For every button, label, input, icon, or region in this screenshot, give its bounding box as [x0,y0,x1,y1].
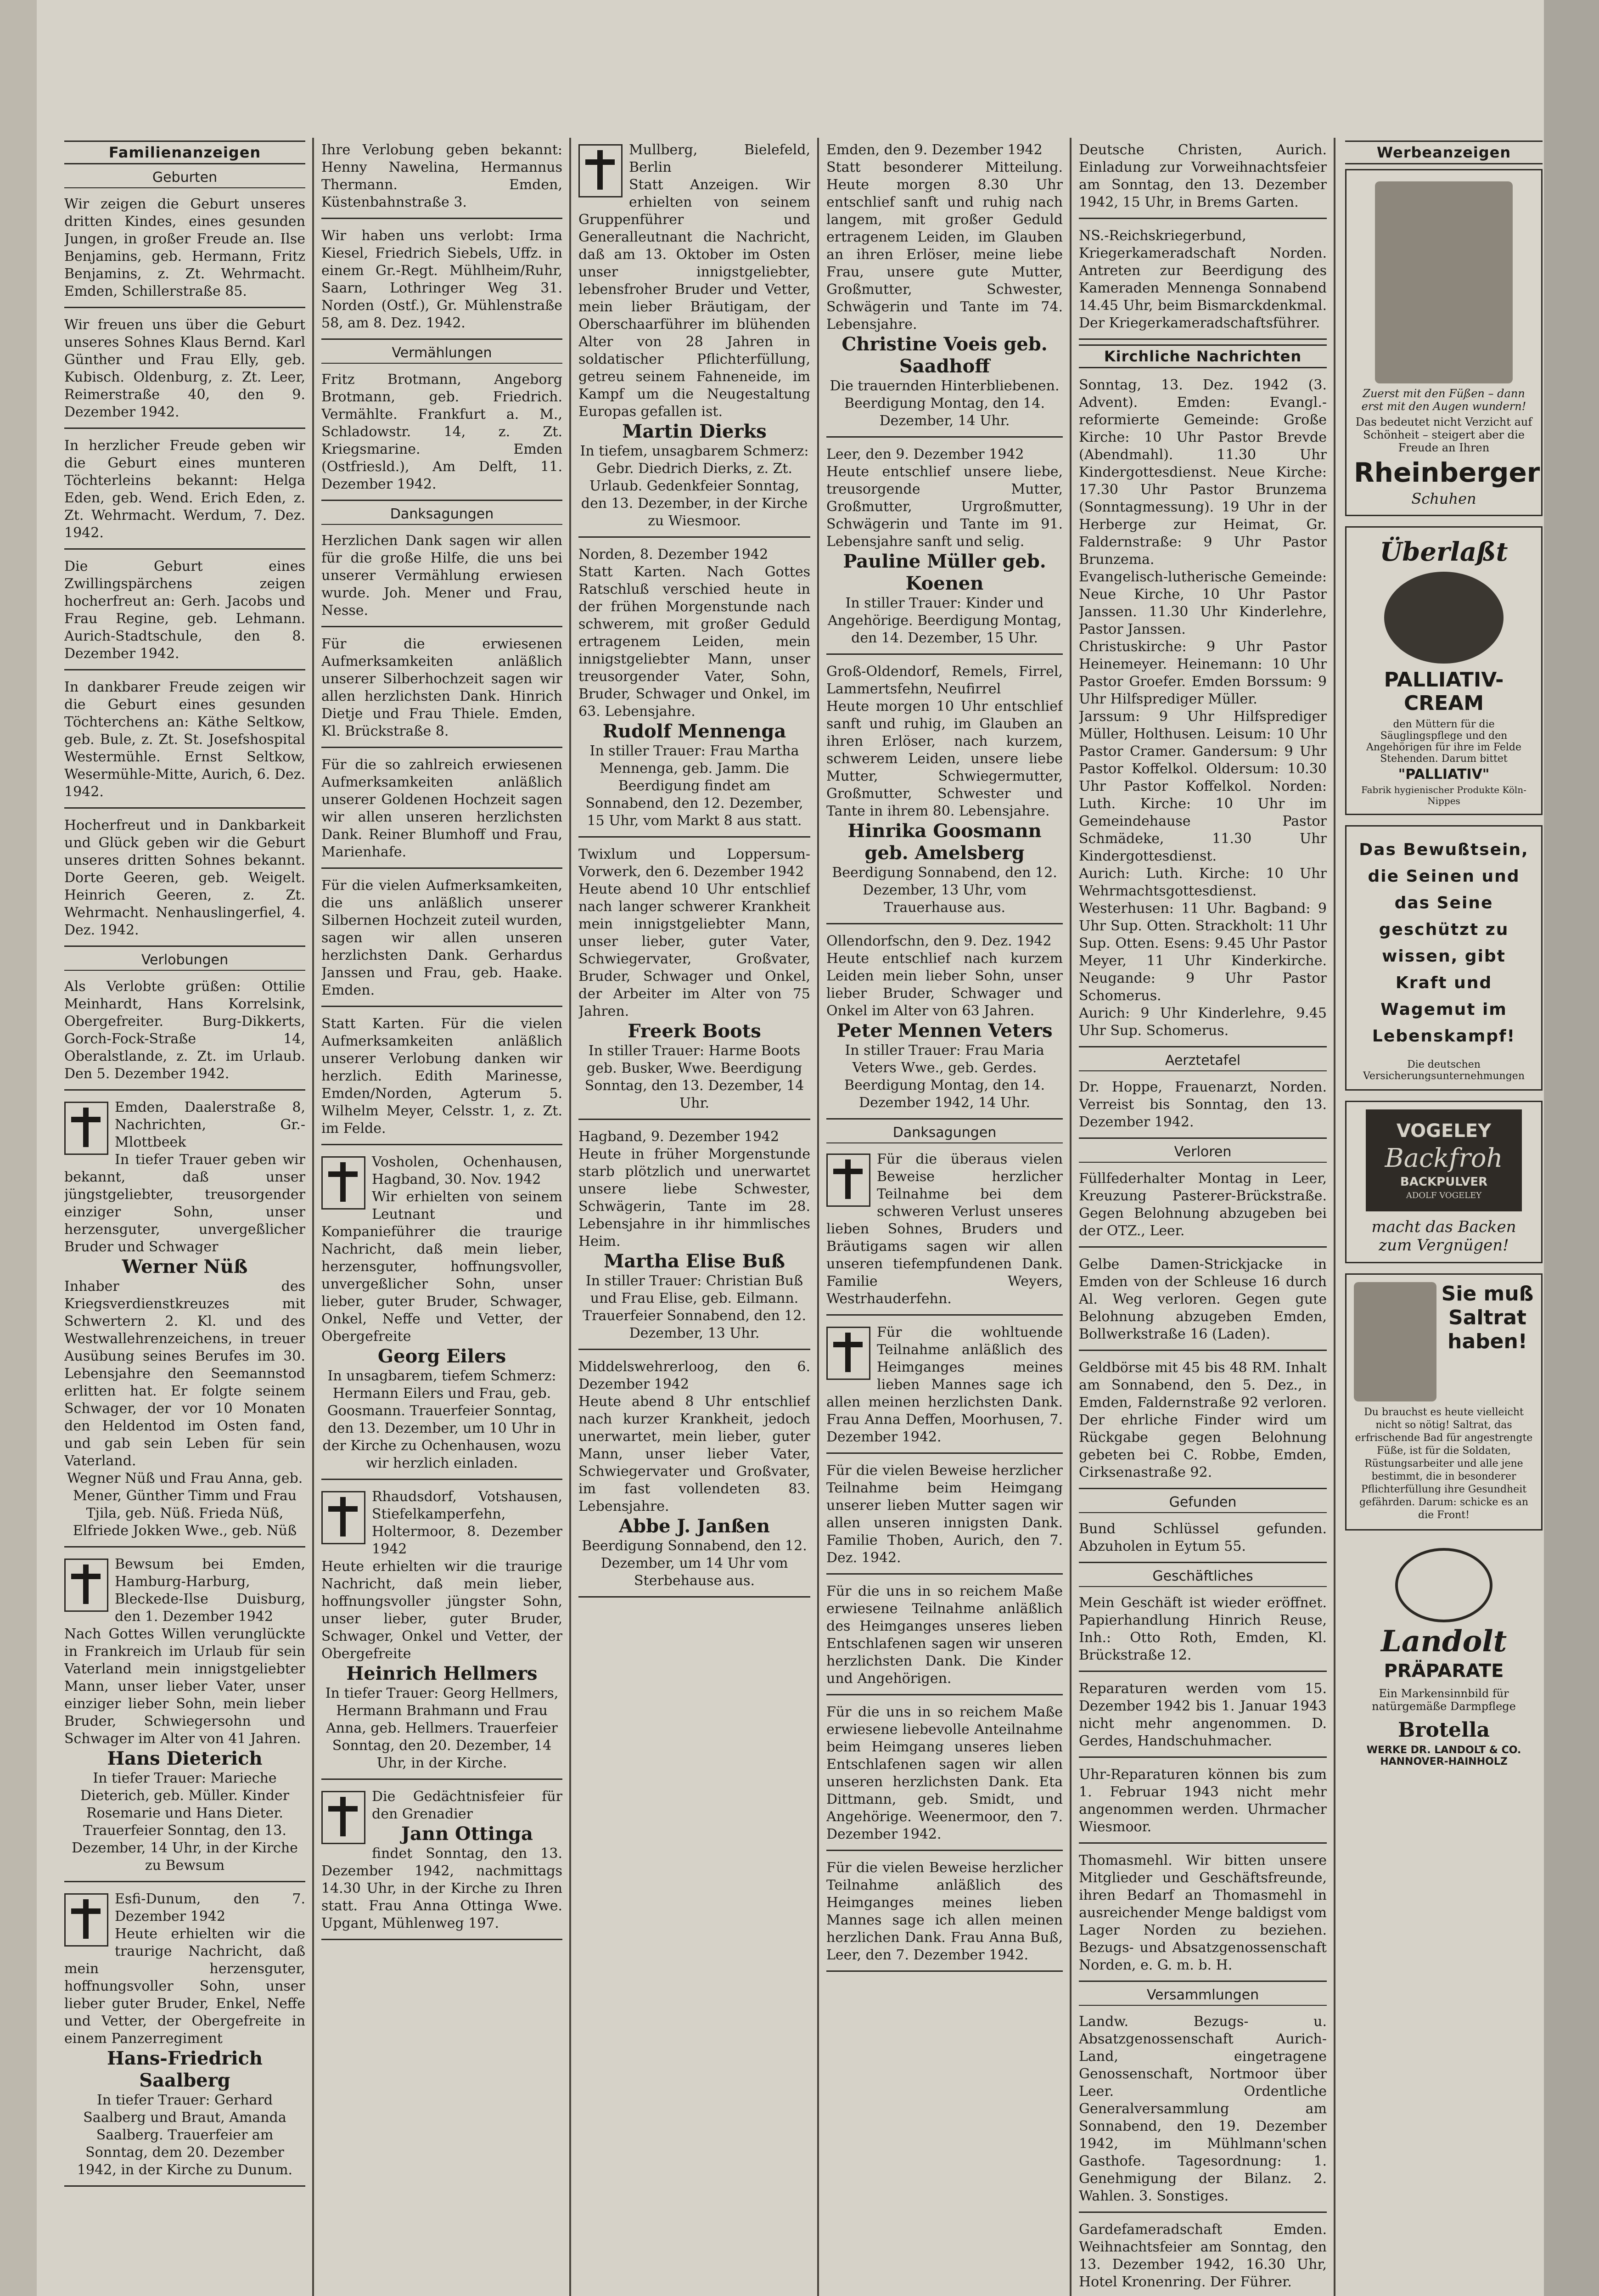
deceased-name: Freerk Boots [628,1020,761,1042]
column-5 [1079,138,1327,2296]
thanks-notice: Für die vielen Beweise herzlicher Teilnahme beim Heimgang unserer lieben Mutter sagen wir allen unseren innigsten Dank. Familie Thoben, Aurich, den 7. Dez. 1942. [826,1458,1063,1575]
deceased-name: Hans Dieterich [107,1748,263,1769]
found-notice: Bund Schlüssel gefunden. Abzuholen in Eytum 55. [1079,1517,1327,1563]
thanks-notice: Für die erwiesenen Aufmerksamkeiten anläßlich unserer Silberhochzeit sagen wir allen herzlichsten Dank. Hinrich Dietje und Frau Thiele. Emden, Kl. Brückstraße 8. [321,632,562,748]
business-notice: Mein Geschäft ist wieder eröffnet. Papierhandlung Hinrich Reuse, Inh.: Otto Roth, Emden, Kl. Brückstraße 12. [1079,1591,1327,1672]
iron-cross-icon [826,1154,870,1207]
engagement-notice: Wir haben uns verlobt: Irma Kiesel, Friedrich Siebels, Uffz. in einem Gr.-Regt. Mühlheim/Ruhr, Saarn, Lothringer Weg 31. Norden (Ostf.), Gr. Mühlenstraße 58, am 8. Dez. 1942. [321,224,562,340]
section-births: Geburten [64,169,305,188]
binding-gutter [0,0,37,2296]
deceased-name: Pauline Müller geb. Koenen [843,551,1046,594]
birth-notice: In dankbarer Freude zeigen wir die Geburt eines gesunden Töchterchens an: Käthe Seltkow, geb. Bule, z. Zt. St. Josefshospital Westermühle. Ernst Seltkow, Wesermühle-Mitte, Aurich, 6. Dez. 1942. [64,675,305,809]
business-notice: Reparaturen werden vom 15. Dezember 1942 bis 1. Januar 1943 nicht mehr angenommen. D. Gerdes, Handschuhmacher. [1079,1677,1327,1758]
section-engagements: Verlobungen [64,951,305,971]
death-notice: Twixlum und Loppersum-Vorwerk, den 6. Dezember 1942 Heute abend 10 Uhr entschlief nach langer schwerer Krankheit mein innigstgeliebter Mann, unser lieber, guter Vater, Schwiegervater, Großvater, Bruder, Schwager und Onkel, der Arbeiter im Alter von 75 Jahren. Freerk Boots In stiller Trauer: Harme Boots geb. Busker, Wwe. Beerdigung Sonntag, den 13. Dezember, 14 Uhr. [578,842,810,1120]
death-notice: Leer, den 9. Dezember 1942 Heute entschlief unsere liebe, treusorgende Mutter, Großmutter, Urgroßmutter, Schwägerin und Tante im 91. Lebensjahre sanft und selig. Pauline Müller geb. Koenen In stiller Trauer: Kinder und Angehörige. Beerdigung Montag, den 14. Dezember, 15 Uhr. [826,442,1063,655]
ad-palliativ: Überlaßt PALLIATIV-CREAM den Müttern für die Säuglingspflege und den Angehörigen für ihre im Felde Stehenden. Darum bittet "PALLIATIV" Fabrik hygienischer Produkte Köln-Nippes [1345,526,1543,815]
iron-cross-icon [321,1156,365,1210]
thanks-notice: Für die uns in so reichem Maße erwiesene Teilnahme anläßlich des Heimganges unseres lieben Entschlafenen sagen wir unseren herzlichsten Dank. Die Kinder und Angehörigen. [826,1579,1063,1695]
column-rule [312,138,314,2296]
birth-notice: Wir zeigen die Geburt unseres dritten Kindes, eines gesunden Jungen, in großer Freude an. Ilse Benjamins, geb. Hermann, Fritz Benjamins, z. Zt. Wehrmacht. Emden, Schillerstraße 85. [64,192,305,308]
club-notice: NS.-Reichskriegerbund, Kriegerkameradschaft Norden. Antreten zur Beerdigung des Kameraden Mennenga Sonnabend 14.45 Uhr, beim Bismarckdenkmal. Der Kriegerkameradschaftsführer. [1079,224,1327,340]
page-edge [1544,0,1599,2296]
meeting-notice: Gardefameradschaft Emden. Weihnachtsfeier am Sonntag, den 13. Dezember 1942, 16.30 Uhr, Hotel Kronenring. Der Führer. [1079,2217,1327,2296]
cream-tin-illustration [1384,572,1504,664]
thanks-notice: Für die so zahlreich erwiesenen Aufmerksamkeiten anläßlich unserer Goldenen Hochzeit sagen wir allen unseren herzlichsten Dank. Reiner Blumhoff und Frau, Marienhafe. [321,753,562,869]
deceased-name: Peter Mennen Veters [836,1020,1053,1041]
thanks-notice: Für die uns in so reichem Maße erwiesene liebevolle Anteilnahme beim Heimgang unseres lieben Entschlafenen sagen wir allen unseren herzlichsten Dank. Eta Dittmann, geb. Smidt, und Angehörige. Weenermoor, den 7. Dezember 1942. [826,1700,1063,1851]
deceased-name: Rudolf Mennenga [602,720,786,742]
death-notice: Groß-Oldendorf, Remels, Firrel, Lammertsfehn, Neufirrel Heute morgen 10 Uhr entschlief sanft und ruhig, im Glauben an ihren Erlöser, nach kurzem, schwerem Leiden, unsere liebe Mutter, Schwiegermutter, Großmutter, Schwester und Tante in ihrem 80. Lebensjahre. Hinrika Goosmann geb. Amelsberg Beerdigung Sonnabend, den 12. Dezember, 13 Uhr, vom Trauerhause aus. [826,659,1063,924]
thanks-notice: Herzlichen Dank sagen wir allen für die große Hilfe, die uns bei unserer Vermählung erwiesen wurde. Joh. Mener und Frau, Nesse. [321,529,562,627]
business-notice: Uhr-Reparaturen können bis zum 1. Februar 1943 nicht mehr angenommen werden. Uhrmacher Wiesmoor. [1079,1762,1327,1844]
engagement-notice: Ihre Verlobung geben bekannt: Henny Nawelina, Hermannus Thermann. Emden, Küstenbahnstraße 3. [321,138,562,219]
doctor-notice: Dr. Hoppe, Frauenarzt, Norden. Verreist bis Sonntag, den 13. Dezember 1942. [1079,1075,1327,1139]
column-3 [578,138,810,2296]
section-thanks: Danksagungen [321,506,562,525]
deceased-name: Georg Eilers [377,1345,506,1367]
deceased-name: Hinrika Goosmann geb. Amelsberg [847,820,1042,864]
section-weddings: Vermählungen [321,344,562,364]
iron-cross-icon [64,1559,108,1612]
deceased-name: Christine Voeis geb. Saadhoff [842,333,1048,377]
church-schedule: Sonntag, 13. Dez. 1942 (3. Advent). Emden: Evangl.-reformierte Gemeinde: Große Kirche: 10 Uhr Pastor Brevde (Abendmahl). 11.30 Uhr Kindergottesdienst. Neue Kirche: 17.30 Uhr Pastor Brunzema (Sonntagmessung). 19 Uhr in der Herberge zur Heimat, Gr. Faldernstraße: 9 Uhr Pastor Brunzema. Evangelisch-lutherische Gemeinde: Neue Kirche, 10 Uhr Pastor Janssen. 11.30 Uhr Kinderlehre, Pastor Janssen. Christuskirche: 9 Uhr Pastor Heinemeyer. Heinemann: 10 Uhr Pastor Groefer. Emden Borssum: 9 Uhr Hilfsprediger Müller. Jarssum: 9 Uhr Hilfsprediger Müller, Holthusen. Leisum: 10 Uhr Pastor Cramer. Gandersum: 9 Uhr Pastor Koffelkol. Oldersum: 10.30 Uhr Pastor Koffelkol. Norden: Luth. Kirche: 10 Uhr im Gemeindehause Pastor Schmädeke, 11.30 Uhr Kindergottesdienst. Aurich: Luth. Kirche: 10 Uhr Wehrmachtsgottesdienst. Westerhusen: 11 Uhr. Bagband: 9 Uhr Sup. Otten. Strackholt: 11 Uhr Sup. Otten. Esens: 9.45 Uhr Pastor Meyer, 11 Uhr Kinderkirche. Neugande: 9 Uhr Pastor Schomerus. Aurich: 9 Uhr Kinderlehre, 9.45 Uhr Sup. Schomerus. [1079,373,1327,1047]
ad-rheinberger: Zuerst mit den Füßen – dann erst mit den Augen wundern! Das bedeutet nicht Verzicht auf Schönheit – steigert aber die Freude an Ihren Rheinberger Schuhen [1345,169,1543,516]
column-1 [64,138,305,2296]
deceased-name: Martha Elise Buß [604,1250,785,1272]
column-rule [1334,138,1335,2296]
deceased-name: Werner Nüß [122,1256,248,1277]
section-meetings: Versammlungen [1079,1986,1327,2006]
iron-cross-icon [321,1491,365,1544]
iron-cross-icon [64,1102,108,1155]
engagement-notice: Als Verlobte grüßen: Ottilie Meinhardt, Hans Korrelsink, Obergefreiter. Burg-Dikkerts, Gorch-Fock-Straße 14, Oberalstlande, z. Zt. im Urlaub. Den 5. Dezember 1942. [64,974,305,1091]
thanks-notice: Für die wohltuende Teilnahme anläßlich des Heimganges meines lieben Mannes sage ich allen meinen herzlichsten Dank. Frau Anna Deffen, Moorhusen, 7. Dezember 1942. [826,1320,1063,1454]
lost-notice: Füllfederhalter Montag in Leer, Kreuzung Pasterer-Brückstraße. Gegen Belohnung abzugeben bei der OTZ., Leer. [1079,1166,1327,1248]
birth-notice: Wir freuen uns über die Geburt unseres Sohnes Klaus Bernd. Karl Günther und Frau Elly, geb. Kubisch. Oldenburg, z. Zt. Leer, Reimerstraße 40, den 9. Dezember 1942. [64,313,305,429]
iron-cross-icon [64,1893,108,1947]
deceased-name: Martin Dierks [622,421,767,442]
section-found: Gefunden [1079,1494,1327,1513]
section-doctors: Aerztetafel [1079,1052,1327,1071]
section-business: Geschäftliches [1079,1568,1327,1587]
section-thanks: Danksagungen [826,1124,1063,1143]
death-notice: Norden, 8. Dezember 1942 Statt Karten. Nach Gottes Ratschluß verschied heute in der frühen Morgenstunde nach schwerem, mit großer Geduld ertragenem Leiden, mein innigstgeliebter Mann, unser treusorgender Vater, Sohn, Bruder, Schwager und Onkel, im 63. Lebensjahre. Rudolf Mennenga In stiller Trauer: Frau Martha Mennenga, geb. Jamm. Die Beerdigung findet am Sonnabend, den 12. Dezember, 15 Uhr, vom Markt 8 aus statt. [578,542,810,838]
death-notice: Hagband, 9. Dezember 1942 Heute in früher Morgenstunde starb plötzlich und unerwartet unsere liebe Schwester, Schwägerin, Tante im 28. Lebensjahre in ihr himmlisches Heim. Martha Elise Buß In stiller Trauer: Christian Buß und Frau Elise, geb. Eilmann. Trauerfeier Sonnabend, den 12. Dezember, 13 Uhr. [578,1125,810,1350]
woman-with-dog-illustration [1375,181,1513,383]
death-notice: Esfi-Dunum, den 7. Dezember 1942 Heute erhielten wir die traurige Nachricht, daß mein herzensguter, hoffnungsvoller Sohn, unser lieber guter Bruder, Enkel, Neffe und Vetter, der Obergefreite in einem Panzerregiment Hans-Friedrich Saalberg In tiefer Trauer: Gerhard Saalberg und Braut, Amanda Saalberg. Trauerfeier am Sonntag, dem 20. Dezember 1942, in der Kirche zu Dunum. [64,1887,305,2187]
meeting-notice: Landw. Bezugs- u. Absatzgenossenschaft Aurich-Land, eingetragene Genossenschaft, Nortmoor über Leer. Ordentliche Generalversammlung am Sonnabend, den 19. Dezember 1942, im Mühlmann'schen Gasthofe. Tagesordnung: 1. Genehmigung der Bilanz. 2. Wahlen. 3. Sonstiges. [1079,2009,1327,2213]
thanks-notice: Für die vielen Aufmerksamkeiten, die uns anläßlich unserer Silbernen Hochzeit zuteil wurden, sagen wir allen unseren herzlichsten Dank. Gerhardus Janssen und Frau, geb. Haake. Emden. [321,873,562,1007]
death-notice: Bewsum bei Emden, Hamburg-Harburg, Bleckede-Ilse Duisburg, den 1. Dezember 1942 Nach Gottes Willen verunglückte in Frankreich im Urlaub für sein Vaterland mein innigstgeliebter Mann, unser lieber Vater, unser einziger lieber Sohn, mein lieber Bruder, Schwiegersohn und Schwager im Alter von 41 Jahren. Hans Dieterich In tiefer Trauer: Marieche Dieterich, geb. Müller. Kinder Rosemarie und Hans Dieter. Trauerfeier Sonntag, den 13. Dezember, 14 Uhr, in der Kirche zu Bewsum [64,1552,305,1882]
column-4 [826,138,1063,2296]
section-family-ads: Familienanzeigen [64,141,305,164]
business-notice: Thomasmehl. Wir bitten unsere Mitglieder und Geschäftsfreunde, ihren Bedarf an Thomasmehl in ausreichender Menge baldigst vom Lager Norden zu beziehen. Bezugs- und Absatzgenossenschaft Norden, e. G. m. b. H. [1079,1848,1327,1982]
ad-saltrat: Sie muß Saltrat haben! Du brauchst es heute vielleicht nicht so nötig! Saltrat, das erfrischende Bad für angestrengte Füße, ist für die Soldaten, Rüstungsarbeiter und alle jene bestimmt, die in besonderer Pflichterfüllung ihre Gesundheit gefährden. Darum: schicke es an die Front! [1345,1273,1543,1531]
lost-notice: Geldbörse mit 45 bis 48 RM. Inhalt am Sonnabend, den 5. Dez., in Emden, Faldernstraße 92 verloren. Der ehrliche Finder wird um Rückgabe gegen Belohnung gebeten bei C. Robbe, Emden, Cirksenastraße 92. [1079,1356,1327,1489]
column-rule [569,138,571,2296]
wedding-notice: Fritz Brotmann, Angeborg Brotmann, geb. Friedrich. Vermählte. Frankfurt a. M., Schladowstr. 14, z. Zt. Kriegsmarine. Emden (Ostfriesld.), Am Delft, 11. Dezember 1942. [321,367,562,501]
deceased-name: Heinrich Hellmers [346,1663,538,1684]
lost-notice: Gelbe Damen-Strickjacke in Emden von der Schleuse 16 durch Al. Weg verloren. Gegen gute Belohnung abzugeben Emden, Bollwerkstraße 16 (Laden). [1079,1252,1327,1351]
section-church-news: Kirchliche Nachrichten [1079,344,1327,368]
woman-with-basket-illustration [1354,1282,1436,1401]
column-rule [1070,138,1072,2296]
death-notice: Middelswehrerloog, den 6. Dezember 1942 Heute abend 8 Uhr entschlief nach kurzer Krankheit, jedoch unerwartet, mein lieber, guter Mann, unser lieber Vater, Schwiegervater und Großvater, im fast vollendeten 83. Lebensjahre. Abbe J. Janßen Beerdigung Sonnabend, den 12. Dezember, um 14 Uhr vom Sterbehause aus. [578,1355,810,1598]
iron-cross-icon [321,1791,365,1844]
memorial-notice: Die Gedächtnisfeier für den Grenadier Jann Ottinga findet Sonntag, den 13. Dezember 1942, nachmittags 14.30 Uhr, in der Kirche zu Ihren statt. Frau Anna Ottinga Wwe. Upgant, Mühlenweg 197. [321,1784,562,1940]
section-advertisements: Werbeanzeigen [1345,141,1543,164]
wheat-logo-icon [1395,1548,1492,1622]
death-notice: Rhaudsdorf, Votshausen, Stiefelkamperfehn, Holtermoor, 8. Dezember 1942 Heute erhielten wir die traurige Nachricht, daß mein lieber, hoffnungsvoller jüngster Sohn, unser lieber, guter Bruder, Schwager, Onkel und Vetter, der Obergefreite Heinrich Hellmers In tiefer Trauer: Georg Hellmers, Hermann Brahmann und Frau Anna, geb. Hellmers. Trauerfeier Sonntag, den 20. Dezember, 14 Uhr, in der Kirche. [321,1485,562,1780]
death-notice: Mullberg, Bielefeld, Berlin Statt Anzeigen. Wir erhielten von seinem Gruppenführer und Generalleutnant die Nachricht, daß am 13. Oktober im Osten unser innigstgeliebter, lebensfroher Bruder und Vetter, mein lieber Bräutigam, der Oberschaarführer im blühenden Alter von 28 Jahren in soldatischer Pflichterfüllung, getreu seinem Fahneneide, im Kampf um die Neugestaltung Europas gefallen ist. Martin Dierks In tiefem, unsagbarem Schmerz: Gebr. Diedrich Dierks, z. Zt. Urlaub. Gedenkfeier Sonntag, den 13. Dezember, in der Kirche zu Wiesmoor. [578,138,810,538]
baking-powder-packet: VOGELEY Backfroh BACKPULVER ADOLF VOGELEY [1366,1109,1522,1211]
deceased-name: Hans-Friedrich Saalberg [107,2048,263,2091]
thanks-notice: Statt Karten. Für die vielen Aufmerksamkeiten anläßlich unserer Verlobung danken wir herzlich. Edith Marinesse, Emden/Norden, Agterum 5. Wilhelm Meyer, Celsstr. 1, z. Zt. im Felde. [321,1012,562,1145]
section-lost: Verloren [1079,1143,1327,1163]
advert-column [1345,138,1543,2296]
thanks-notice: Für die überaus vielen Beweise herzlicher Teilnahme bei dem schweren Verlust unseres lieben Sohnes, Bruders und Bräutigams sagen wir allen unseren tiefempfundenen Dank. Familie Weyers, Westrhauderfehn. [826,1147,1063,1316]
deceased-name: Abbe J. Janßen [619,1515,770,1537]
deceased-name: Jann Ottinga [401,1823,533,1845]
birth-notice: In herzlicher Freude geben wir die Geburt eines munteren Töchterleins bekannt: Helga Eden, geb. Wend. Erich Eden, z. Zt. Wehrmacht. Werdum, 7. Dez. 1942. [64,433,305,550]
column-2 [321,138,562,2296]
death-notice: Emden, Daalerstraße 8, Nachrichten, Gr.-Mlottbeek In tiefer Trauer geben wir bekannt, daß unser jüngstgeliebter, treusorgender einziger Sohn, unser herzensguter, unvergeßlicher Bruder und Schwager Werner Nüß Inhaber des Kriegsverdienstkreuzes mit Schwertern 2. Kl. und des Westwallehrenzeichens, in treuer Ausübung seines Berufes im 30. Lebensjahre den Seemannstod erlitten hat. Er folgte seinem Schwager, der vor 10 Monaten den Heldentod im Osten fand, und gab sein Leben für sein Vaterland. Wegner Nüß und Frau Anna, geb. Mener, Günther Timm und Frau Tjila, geb. Nüß. Frieda Nüß, Elfriede Jokken Wwe., geb. Nüß [64,1095,305,1548]
column-rule [817,138,819,2296]
ad-vogeley: VOGELEY Backfroh BACKPULVER ADOLF VOGELEY macht das Backen zum Vergnügen! [1345,1101,1543,1263]
thanks-notice: Für die vielen Beweise herzlicher Teilnahme anläßlich des Heimganges meines lieben Mannes sage ich allen meinen herzlichen Dank. Frau Anna Buß, Leer, den 7. Dezember 1942. [826,1856,1063,1972]
iron-cross-icon [826,1327,870,1380]
death-notice: Ollendorfschn, den 9. Dez. 1942 Heute entschlief nach kurzem Leiden mein lieber Sohn, unser lieber Bruder, Schwager und Onkel im Alter von 63 Jahren. Peter Mennen Veters In stiller Trauer: Frau Maria Veters Wwe., geb. Gerdes. Beerdigung Montag, den 14. Dezember 1942, 14 Uhr. [826,929,1063,1120]
club-notice: Deutsche Christen, Aurich. Einladung zur Vorweihnachtsfeier am Sonntag, den 13. Dezember 1942, 15 Uhr, in Brems Garten. [1079,138,1327,219]
birth-notice: Die Geburt eines Zwillingspärchens zeigen hocherfreut an: Gerh. Jacobs und Frau Regine, geb. Lehmann. Aurich-Stadtschule, den 8. Dezember 1942. [64,554,305,670]
birth-notice: Hocherfreut und in Dankbarkeit und Glück geben wir die Geburt unseres dritten Sohnes bekannt. Dorte Geeren, geb. Weigelt. Heinrich Geeren, z. Zt. Wehrmacht. Nenhauslingerfiel, 4. Dez. 1942. [64,813,305,947]
ad-landolt: Landolt PRÄPARATE Ein Markensinnbild für natürgemäße Darmpflege Brotella WERKE DR. LANDOLT & CO. HANNOVER-HAINHOLZ [1345,1541,1543,1775]
death-notice: Emden, den 9. Dezember 1942 Statt besonderer Mitteilung. Heute morgen 8.30 Uhr entschlief sanft und ruhig nach langem, mit großer Geduld ertragenem Leiden, im Glauben an ihren Erlöser, meine liebe Frau, unsere gute Mutter, Großmutter, Schwester, Schwägerin und Tante im 74. Lebensjahre. Christine Voeis geb. Saadhoff Die trauernden Hinterbliebenen. Beerdigung Montag, den 14. Dezember, 14 Uhr. [826,138,1063,438]
ad-insurance: Das Bewußtsein, die Seinen und das Seine geschützt zu wissen, gibt Kraft und Wagemut im Lebenskampf! Die deutschen Versicherungsunternehmungen [1345,825,1543,1091]
iron-cross-icon [578,144,623,197]
death-notice: Vosholen, Ochenhausen, Hagband, 30. Nov. 1942 Wir erhielten von seinem Leutnant und Kompanieführer die traurige Nachricht, daß mein lieber, herzensguter, hoffnungsvoller, unvergeßlicher Sohn, unser lieber, guter Bruder, Schwager, Onkel, Neffe und Vetter, der Obergefreite Georg Eilers In unsagbarem, tiefem Schmerz: Hermann Eilers und Frau, geb. Goosmann. Trauerfeier Sonntag, den 13. Dezember, um 10 Uhr in der Kirche zu Ochenhausen, wozu wir herzlich einladen. [321,1150,562,1480]
